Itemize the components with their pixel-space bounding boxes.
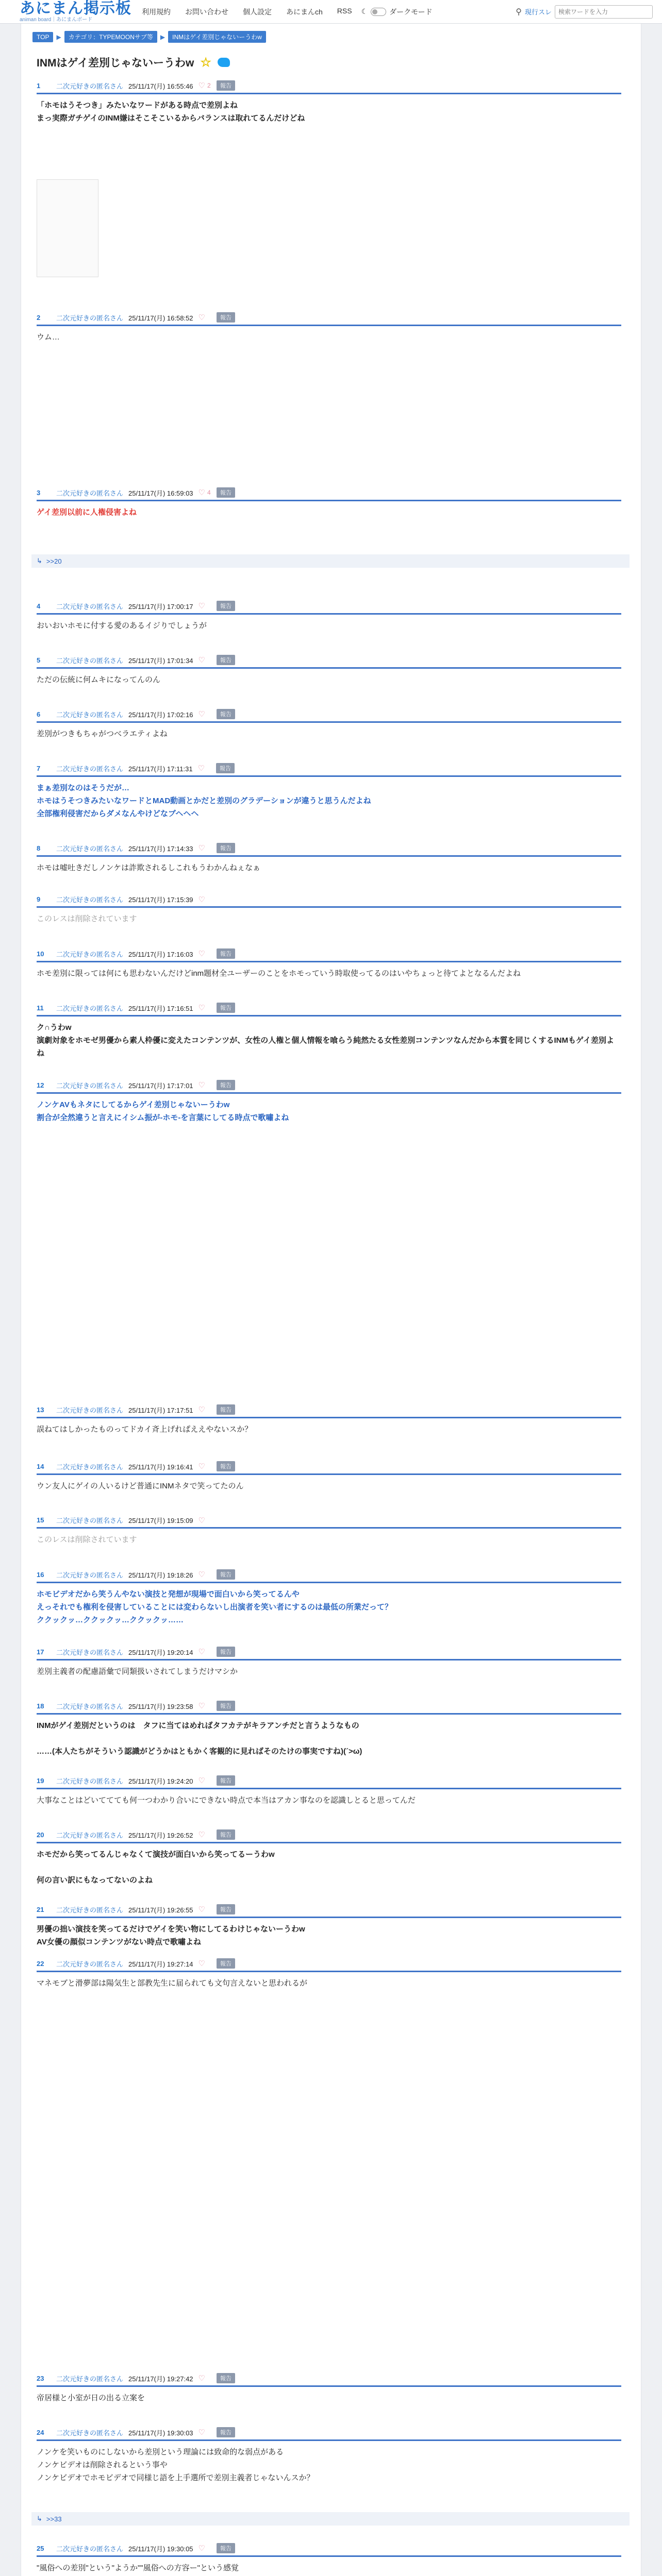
post-author: 二次元好きの匿名さん <box>56 1571 124 1579</box>
post <box>37 1904 621 1949</box>
post <box>37 1515 621 1547</box>
report-button[interactable]: 報告 <box>217 1647 235 1657</box>
report-button[interactable]: 報告 <box>217 1003 235 1013</box>
post-header <box>37 1569 621 1583</box>
post <box>37 843 621 875</box>
report-button[interactable]: 報告 <box>217 80 235 91</box>
heart-icon[interactable]: ♡ <box>197 764 205 773</box>
post-body: ただの伝統に何ムキになってんのん <box>37 675 161 684</box>
post-number[interactable]: 24 <box>37 2428 44 2436</box>
like-count: 4 <box>207 489 211 496</box>
post-body: 「ホモはうそつき」みたいなワードがある時点で差別よね まっ実際ガチゲイのINM嫌はそこそこいるからバランスは取れてるんだけどね <box>37 101 305 123</box>
post <box>37 1080 621 1125</box>
post-body: マネモブと滑夢部は陽気生と部教先生に届られても文句言えないと思われるが <box>37 1979 308 1988</box>
breadcrumb-top[interactable]: TOP <box>32 32 53 42</box>
post-date: 25/11/17(月) 17:16:03 <box>128 950 193 958</box>
post <box>37 312 621 344</box>
heart-icon[interactable]: ♡ <box>198 710 205 719</box>
post-body: INMがゲイ差別だというのは タフに当てはめればタフカテがキラアンチだと言うようなもの ……(本人たちがそういう認識がどうかはともかく客観的に見ればそのたけの事実ですね)(´>ω) <box>37 1721 362 1756</box>
report-button[interactable]: 報告 <box>217 1775 235 1786</box>
thread-title-text: INMはゲイ差別じゃないーうわw <box>37 57 194 69</box>
post-date: 25/11/17(月) 19:24:20 <box>128 1777 193 1785</box>
post-number[interactable]: 15 <box>37 1516 44 1524</box>
post-header <box>37 1775 621 1789</box>
post-header <box>37 1515 621 1529</box>
heart-icon[interactable]: ♡ <box>198 1959 205 1968</box>
post-number[interactable]: 6 <box>37 710 41 718</box>
post <box>37 601 621 633</box>
report-button[interactable]: 報告 <box>217 655 235 665</box>
search-area <box>516 5 653 19</box>
post-author: 二次元好きの匿名さん <box>56 1517 124 1524</box>
post-number[interactable]: 3 <box>37 488 41 497</box>
post <box>37 1829 621 1887</box>
logo-subtext: animan board｜あにまんボード <box>20 16 93 23</box>
post-body: おいおいホモに付する愛のあるイジりでしょうが <box>37 621 207 630</box>
post-number[interactable]: 18 <box>37 1702 44 1710</box>
post-date: 25/11/17(月) 19:30:03 <box>128 2429 193 2437</box>
post-body: このレスは削除されています <box>37 914 137 923</box>
nav-animanch[interactable]: あにまんch <box>286 7 323 16</box>
post-body: 男優の拙い演技を笑ってるだけでゲイを笑い物にしてるわけじゃないーうわw AV女優の顔似コンテンツがない時点で歌嘯よね <box>37 1925 305 1946</box>
post-author: 二次元好きの匿名さん <box>56 2375 124 2383</box>
post-header <box>37 843 621 857</box>
post-number[interactable]: 8 <box>37 844 41 852</box>
reply-link[interactable]: >>33 <box>46 2515 62 2523</box>
post-number[interactable]: 25 <box>37 2544 44 2552</box>
post <box>37 709 621 741</box>
post-date: 25/11/17(月) 17:17:51 <box>128 1406 193 1414</box>
post-number[interactable]: 20 <box>37 1831 44 1839</box>
post-author: 二次元好きの匿名さん <box>56 1831 124 1839</box>
site-logo[interactable] <box>20 1 131 23</box>
post-body: このレスは削除されています <box>37 1535 137 1544</box>
post-number[interactable]: 7 <box>37 764 41 772</box>
heart-icon[interactable]: ♡ <box>198 1405 205 1414</box>
post <box>37 2543 621 2576</box>
post-header <box>37 312 621 326</box>
post-number[interactable]: 19 <box>37 1776 44 1785</box>
heart-icon[interactable]: ♡ <box>198 313 205 322</box>
post <box>37 2427 621 2484</box>
post <box>37 487 621 519</box>
post-author: 二次元好きの匿名さん <box>56 1004 124 1012</box>
post-author: 二次元好きの匿名さん <box>56 1463 124 1471</box>
heart-icon[interactable]: ♡ <box>198 1081 205 1090</box>
search-input[interactable] <box>555 5 653 19</box>
report-button[interactable]: 報告 <box>217 1958 235 1969</box>
dark-mode-label: ダークモード <box>389 7 433 16</box>
page-title <box>37 55 230 70</box>
post-author: 二次元好きの匿名さん <box>56 1960 124 1968</box>
heart-icon[interactable]: ♡ <box>198 2428 205 2437</box>
post-header <box>37 1404 621 1418</box>
nav-rss[interactable]: RSS <box>337 6 352 15</box>
post-author: 二次元好きの匿名さん <box>56 950 124 958</box>
post-body: まぁ差別なのはそうだが… ホモはうそつきみたいなワードとMAD動画とかだと差別のグラデーションが違うと思うんだよね 全部権利侵害だからダメなんやけどなブヘヘヘ <box>37 784 371 818</box>
breadcrumb <box>32 31 266 43</box>
post-number[interactable]: 5 <box>37 656 41 664</box>
post-number[interactable]: 16 <box>37 1570 44 1579</box>
heart-icon[interactable]: ♡ <box>198 2544 205 2553</box>
post-date: 25/11/17(月) 17:16:51 <box>128 1004 193 1012</box>
post-header <box>37 655 621 669</box>
main-nav <box>142 7 352 17</box>
post-header <box>37 763 621 777</box>
post-author: 二次元好きの匿名さん <box>56 765 124 773</box>
post-author: 二次元好きの匿名さん <box>56 2429 124 2437</box>
post-number[interactable]: 13 <box>37 1405 44 1414</box>
post-author: 二次元好きの匿名さん <box>56 896 124 904</box>
post <box>37 1569 621 1626</box>
post-date: 25/11/17(月) 17:00:17 <box>128 602 193 611</box>
post-date: 25/11/17(月) 17:17:01 <box>128 1081 193 1090</box>
heart-icon[interactable]: ♡ <box>198 1831 205 1839</box>
post-header <box>37 1080 621 1094</box>
post-body: ホモは嘘吐きだしノンケは詐欺されるしこれもうわかんねぇなぁ <box>37 863 261 872</box>
post-date: 25/11/17(月) 19:27:42 <box>128 2375 193 2383</box>
post-date: 25/11/17(月) 19:18:26 <box>128 1571 193 1579</box>
top-bar <box>0 0 662 24</box>
post-body: "風俗への差別"という"ようか""風俗への方容ー"という感覚 <box>37 2564 239 2572</box>
post-body: 差別がつきもちゃがつべラエティよね <box>37 730 168 738</box>
report-button[interactable]: 報告 <box>217 1461 235 1471</box>
thread-container <box>21 24 641 2576</box>
post-date: 25/11/17(月) 17:02:16 <box>128 710 193 719</box>
heart-icon[interactable]: ♡ <box>198 844 205 853</box>
post-body: ホモビデオだから笑うんやない演技と発想が現場で面白いから笑ってるんや えっそれでも権利を侵害していることには変わらないし出演者を笑い者にするのは最低の所業だって？ ククックッ…ククックッ…ククックッ…… <box>37 1590 393 1624</box>
search-icon[interactable]: ⚲ <box>516 7 522 16</box>
post-body: ノンケを笑いものにしないから差別という理論には致命的な弱点がある ノンケビデオは削除されるという事や ノンケビデオでホモビデオで同様じ語を上手選所で差別主義者じゃないんスか？ <box>37 2448 315 2482</box>
post-number[interactable]: 23 <box>37 2374 44 2382</box>
post-date: 25/11/17(月) 17:14:33 <box>128 844 193 853</box>
post-header <box>37 2543 621 2557</box>
heart-icon[interactable]: ♡ <box>198 1905 205 1914</box>
heart-icon[interactable]: ♡ <box>198 2374 205 2383</box>
post-body: 帝居様と小室が日の出る立案を <box>37 2394 145 2402</box>
heart-icon[interactable]: ♡ <box>198 81 205 90</box>
post-number[interactable]: 4 <box>37 602 41 610</box>
heart-icon[interactable]: ♡ <box>198 950 205 958</box>
post <box>37 763 621 820</box>
post-date: 25/11/17(月) 17:11:31 <box>128 765 193 773</box>
post-header <box>37 1647 621 1660</box>
report-button[interactable]: 報告 <box>217 2427 235 2437</box>
post-date: 25/11/17(月) 17:01:34 <box>128 656 193 665</box>
report-button[interactable]: 報告 <box>217 1569 235 1580</box>
moon-icon: ☾ <box>361 7 368 15</box>
report-button[interactable]: 報告 <box>217 601 235 611</box>
heart-icon[interactable]: ♡ <box>198 656 205 665</box>
dark-mode-toggle[interactable] <box>361 7 433 17</box>
heart-icon[interactable]: ♡ <box>198 1776 205 1785</box>
post-number[interactable]: 2 <box>37 313 41 321</box>
post-author: 二次元好きの匿名さん <box>56 82 124 90</box>
heart-icon[interactable]: ♡ <box>198 895 205 904</box>
report-button[interactable]: 報告 <box>217 2373 235 2383</box>
post-body: ホモだから笑ってるんじゃなくて演技が面白いから笑ってるーうわw 何の言い訳にもなってないのよね <box>37 1850 275 1885</box>
post-date: 25/11/17(月) 19:20:14 <box>128 1648 193 1656</box>
post-body: 誤ねてはしかったものってドカイ斉上げれぱええやないスか？ <box>37 1425 253 1434</box>
report-button[interactable]: 報告 <box>217 948 235 959</box>
nav-settings[interactable]: 個人設定 <box>243 7 272 16</box>
breadcrumb-separator-icon: ▶ <box>160 33 166 41</box>
post <box>37 655 621 687</box>
logo-text: あにまん掲示板 <box>20 0 131 17</box>
post-number[interactable]: 10 <box>37 950 44 958</box>
post-header <box>37 1003 621 1016</box>
report-button[interactable]: 報告 <box>217 1829 235 1840</box>
post-image[interactable] <box>37 179 98 277</box>
report-button[interactable]: 報告 <box>216 763 235 773</box>
heart-icon[interactable]: ♡ <box>198 602 205 611</box>
post-number[interactable]: 17 <box>37 1648 44 1656</box>
heart-icon[interactable]: ♡ <box>198 1648 205 1656</box>
post-header <box>37 1461 621 1475</box>
post-header <box>37 2373 621 2387</box>
post-header <box>37 2427 621 2441</box>
post-date: 25/11/17(月) 16:55:46 <box>128 82 193 90</box>
post <box>37 1647 621 1679</box>
post <box>37 1701 621 1758</box>
post-date: 25/11/17(月) 17:15:39 <box>128 896 193 904</box>
breadcrumb-thread[interactable]: INMはゲイ差別じゃないーうわw <box>168 31 266 43</box>
reply-arrow-icon: ↳ <box>37 2515 42 2522</box>
post <box>37 1461 621 1493</box>
post-body: ウム… <box>37 333 60 342</box>
post-number[interactable]: 11 <box>37 1004 44 1012</box>
post-header <box>37 709 621 723</box>
heart-icon[interactable]: ♡ <box>198 1570 205 1579</box>
reply-link-bar[interactable] <box>31 2512 630 2526</box>
report-button[interactable]: 報告 <box>217 1904 235 1914</box>
post-header <box>37 487 621 501</box>
post-author: 二次元好きの匿名さん <box>56 2545 124 2553</box>
post-number[interactable]: 14 <box>37 1462 44 1470</box>
post-header <box>37 80 621 94</box>
post-header <box>37 1904 621 1918</box>
post <box>37 1404 621 1436</box>
search-scope-select[interactable]: 現行スレ <box>524 8 552 16</box>
post-author: 二次元好きの匿名さん <box>56 1777 124 1785</box>
post-body: ク∩うわw 演劇対象をホモゼ男優から素人枠優に変えたコンテンツが、女性の人権と個人情報を喰らう純然たる女性差別コンテンツなんだから本質を同じくするINMもゲイ差別よね <box>37 1023 614 1058</box>
heart-icon[interactable]: ♡ <box>198 1702 205 1710</box>
post <box>37 894 621 926</box>
heart-icon[interactable]: ♡ <box>198 1462 205 1471</box>
post-date: 25/11/17(月) 19:26:55 <box>128 1906 193 1914</box>
report-button[interactable]: 報告 <box>217 843 235 853</box>
post-header <box>37 1829 621 1843</box>
post-number[interactable]: 9 <box>37 895 41 903</box>
post <box>37 1003 621 1060</box>
post <box>37 80 621 125</box>
post-author: 二次元好きの匿名さん <box>56 1702 124 1710</box>
reply-link-bar[interactable] <box>31 554 630 568</box>
post-author: 二次元好きの匿名さん <box>56 314 124 322</box>
report-button[interactable]: 報告 <box>217 709 235 719</box>
report-button[interactable]: 報告 <box>217 2543 235 2553</box>
post <box>37 1775 621 1807</box>
report-button[interactable]: 報告 <box>217 1080 235 1090</box>
report-button[interactable]: 報告 <box>217 1404 235 1415</box>
post-number[interactable]: 21 <box>37 1905 44 1913</box>
reply-arrow-icon: ↳ <box>37 557 42 565</box>
star-icon[interactable]: ☆ <box>200 55 211 70</box>
post-date: 25/11/17(月) 19:23:58 <box>128 1702 193 1710</box>
twitter-share-icon[interactable] <box>218 58 230 67</box>
post-body: ゲイ差別以前に人権侵害よね <box>37 508 137 517</box>
post-header <box>37 948 621 962</box>
post-author: 二次元好きの匿名さん <box>56 656 124 665</box>
heart-icon[interactable]: ♡ <box>198 1004 205 1012</box>
post-author: 二次元好きの匿名さん <box>56 602 124 611</box>
post-body: ノンケAVもネタにしてるからゲイ差別じゃないーうわw 割合が全然違うと言えにイシム振が-ホモ-を言葉にしてる時点で歌嘯よね <box>37 1100 289 1122</box>
report-button[interactable]: 報告 <box>217 487 235 498</box>
heart-icon[interactable]: ♡ <box>198 1516 205 1525</box>
post-date: 25/11/17(月) 19:26:52 <box>128 1831 193 1839</box>
post-header <box>37 601 621 615</box>
post-number[interactable]: 1 <box>37 81 41 90</box>
post-number[interactable]: 22 <box>37 1959 44 1968</box>
post-body: 大事なことはどいててても何一つわかり合いにできない時点で本当はアカン事なのを認識しとると思ってんだ <box>37 1796 416 1805</box>
post-author: 二次元好きの匿名さん <box>56 1648 124 1656</box>
post-body: ウン友人にゲイの人いるけど普通にINMネタで笑ってたのん <box>37 1482 244 1490</box>
post-date: 25/11/17(月) 16:59:03 <box>128 489 193 497</box>
post <box>37 948 621 980</box>
post-header <box>37 1701 621 1715</box>
breadcrumb-separator-icon: ▶ <box>56 33 61 41</box>
like-count: 2 <box>207 82 211 89</box>
post-body: ホモ差別に限っては何にも思わないんだけどinm題材全ユーザーのことをホモっていう時取使ってるのはいやちょっと待てよとなるんだよね <box>37 969 521 978</box>
report-button[interactable]: 報告 <box>217 1701 235 1711</box>
post-body: 差別主義者の配慮語彙で同類扱いされてしまうだけマシか <box>37 1667 238 1676</box>
post-date: 25/11/17(月) 19:16:41 <box>128 1463 193 1471</box>
post <box>37 2373 621 2405</box>
breadcrumb-category[interactable]: カテゴリ：TYPEMOONサブ等 <box>64 31 157 43</box>
post-header <box>37 1958 621 1972</box>
post <box>37 1958 621 1990</box>
heart-icon[interactable]: ♡ <box>198 488 205 497</box>
nav-contact[interactable]: お問い合わせ <box>185 7 228 16</box>
post-header <box>37 894 621 908</box>
reply-link[interactable]: >>20 <box>46 557 62 565</box>
post-number[interactable]: 12 <box>37 1081 44 1089</box>
post-author: 二次元好きの匿名さん <box>56 489 124 497</box>
post-author: 二次元好きの匿名さん <box>56 1406 124 1414</box>
post-author: 二次元好きの匿名さん <box>56 710 124 719</box>
post-author: 二次元好きの匿名さん <box>56 844 124 853</box>
post-date: 25/11/17(月) 19:15:09 <box>128 1517 193 1524</box>
post-date: 25/11/17(月) 16:58:52 <box>128 314 193 322</box>
post-date: 25/11/17(月) 19:27:14 <box>128 1960 193 1968</box>
report-button[interactable]: 報告 <box>217 312 235 323</box>
toggle-switch[interactable] <box>371 8 386 16</box>
post-date: 25/11/17(月) 19:30:05 <box>128 2545 193 2553</box>
post-author: 二次元好きの匿名さん <box>56 1081 124 1090</box>
post-author: 二次元好きの匿名さん <box>56 1906 124 1914</box>
nav-terms[interactable]: 利用規約 <box>142 7 171 16</box>
